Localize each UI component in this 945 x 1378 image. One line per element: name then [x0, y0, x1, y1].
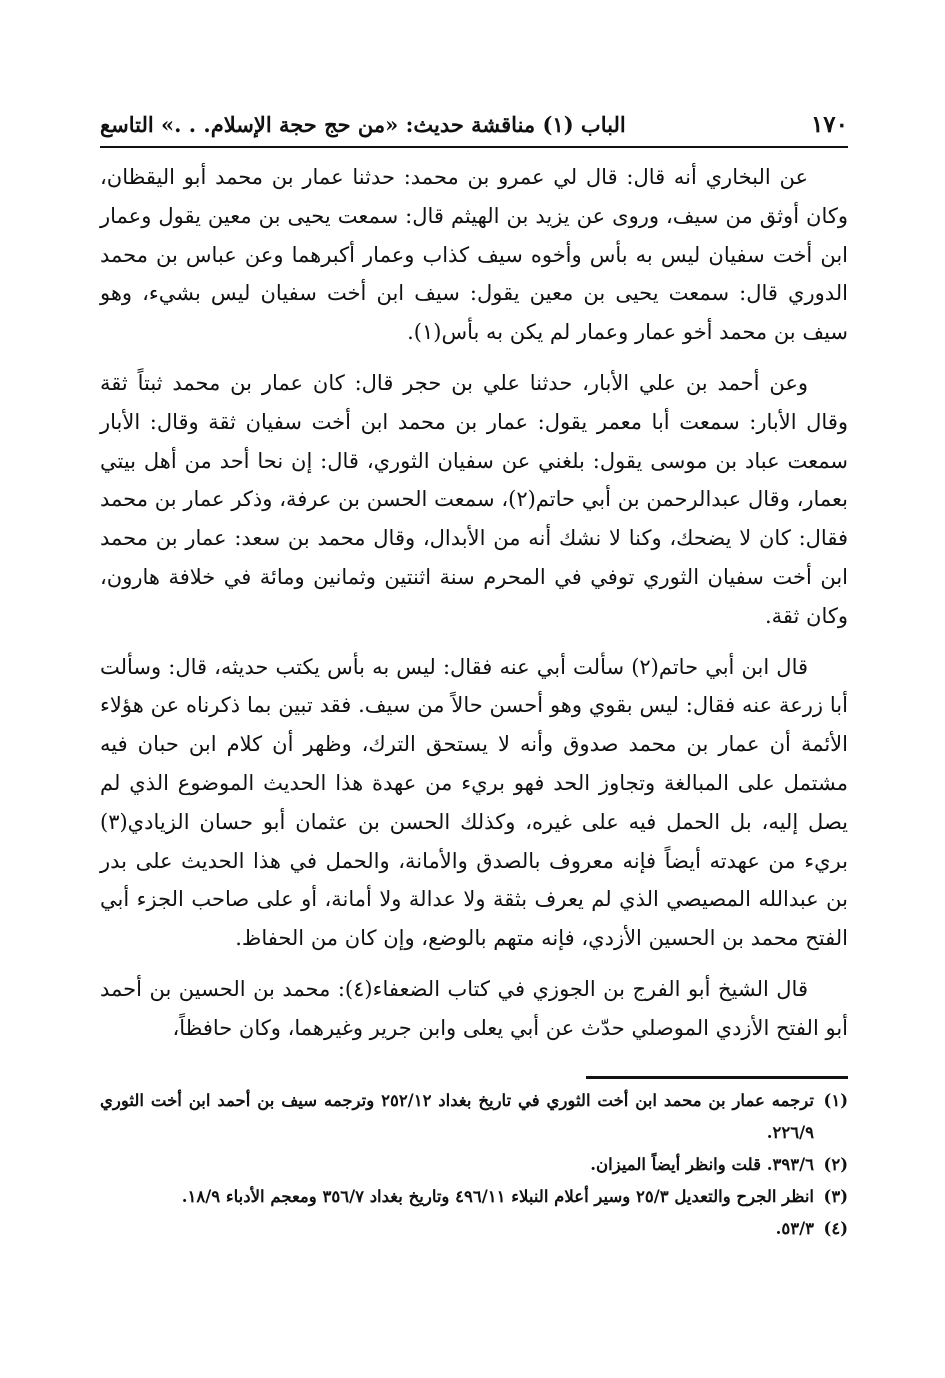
footnote	[100, 1149, 848, 1181]
footnote-mark: (٤)	[823, 1218, 848, 1238]
footnote-text: ترجمه عمار بن محمد ابن أخت الثوري في تاريخ بغداد ٢٥٢/١٢ وترجمه سيف بن أحمد ابن أخت الثوري ٢٢٦/٩.	[100, 1090, 814, 1142]
main-text	[100, 158, 848, 1048]
book-page	[100, 108, 848, 1245]
footnote-mark: (١)	[823, 1090, 848, 1110]
footnote-text: ٥٣/٣.	[775, 1218, 814, 1238]
footnote	[100, 1085, 848, 1149]
paragraph: وعن أحمد بن علي الأبار، حدثنا علي بن حجر قال: كان عمار بن محمد ثبتاً ثقة وقال الأبار: سمعت أبا معمر يقول: عمار بن محمد ابن أخت سفيان ثقة وقال: الأبار سمعت عباد بن موسى يقول: بلغني عن سفيان الثوري، قال: إن نحا أحد من أهل بيتي بعمار، وقال عبدالرحمن بن أبي حاتم(٢)، سمعت الحسن بن عرفة، وذكر عمار بن محمد فقال: كان لا يضحك، وكنا لا نشك أنه من الأبدال، وقال محمد بن سعد: عمار بن محمد ابن أخت سفيان الثوري توفي في المحرم سنة اثنتين وثمانين ومائة في خلافة هارون، وكان ثقة.	[100, 370, 849, 628]
footnote	[100, 1181, 848, 1213]
paragraph: عن البخاري أنه قال: قال لي عمرو بن محمد: حدثنا عمار بن محمد أبو اليقظان، وكان أوثق من سيف، وروى عن يزيد بن الهيثم قال: سمعت يحيى بن معين يقول وعمار ابن أخت سفيان ليس به بأس وأخوه سيف كذاب وعمار أكبرهما وعن عباس بن محمد الدوري قال: سمعت يحيى بن معين يقول: سيف ابن أخت سفيان ليس بشيء، وهو سيف بن محمد أخو عمار وعمار لم يكن به بأس(١).	[100, 165, 848, 345]
paragraph: قال ابن أبي حاتم(٢) سألت أبي عنه فقال: ليس به بأس يكتب حديثه، قال: وسألت أبا زرعة عنه فقال: ليس بقوي وهو أحسن حالاً من سيف. فقد تبين بما ذكرناه عن هؤلاء الأئمة أن عمار بن محمد صدوق وأنه لا يستحق الترك، وظهر أن كلام ابن حبان فيه مشتمل على المبالغة وتجاوز الحد فهو بريء من عهدة هذا الحديث الموضوع الذي لم يصل إليه، بل الحمل فيه على غيره، وكذلك الحسن بن عثمان أبو حسان الزيادي(٣) بريء من عهدته أيضاً فإنه معروف بالصدق والأمانة، والحمل في هذا الحديث على بدر بن عبدالله المصيصي الذي لم يعرف بثقة ولا عدالة ولا أمانة، أو على صاحب الجزء أبي الفتح محمد بن الحسين الأزدي، فإنه متهم بالوضع، وإن كان من الحفاظ.	[100, 654, 849, 951]
footnote-separator	[586, 1076, 848, 1079]
chapter-title: الباب (١) مناقشة حديث: «من حج حجة الإسلام. . .» التاسع	[100, 112, 626, 137]
footnote	[100, 1213, 848, 1245]
footnote-text: ٣٩٣/٦. قلت وانظر أيضاً الميزان.	[590, 1154, 814, 1174]
footnote-mark: (٢)	[823, 1154, 848, 1174]
footnotes	[100, 1085, 848, 1245]
footnote-text: انظر الجرح والتعديل ٢٥/٣ وسير أعلام النبلاء ٤٩٦/١١ وتاريخ بغداد ٣٥٦/٧ ومعجم الأدباء ١٨/٩.	[181, 1186, 814, 1206]
running-header	[100, 108, 848, 148]
footnote-mark: (٣)	[823, 1186, 848, 1206]
paragraph: قال الشيخ أبو الفرج بن الجوزي في كتاب الضعفاء(٤): محمد بن الحسين بن أحمد أبو الفتح الأزدي الموصلي حدّث عن أبي يعلى وابن جرير وغيرهما، وكان حافظاً،	[100, 976, 848, 1040]
page-number: ١٧٠	[810, 111, 848, 138]
